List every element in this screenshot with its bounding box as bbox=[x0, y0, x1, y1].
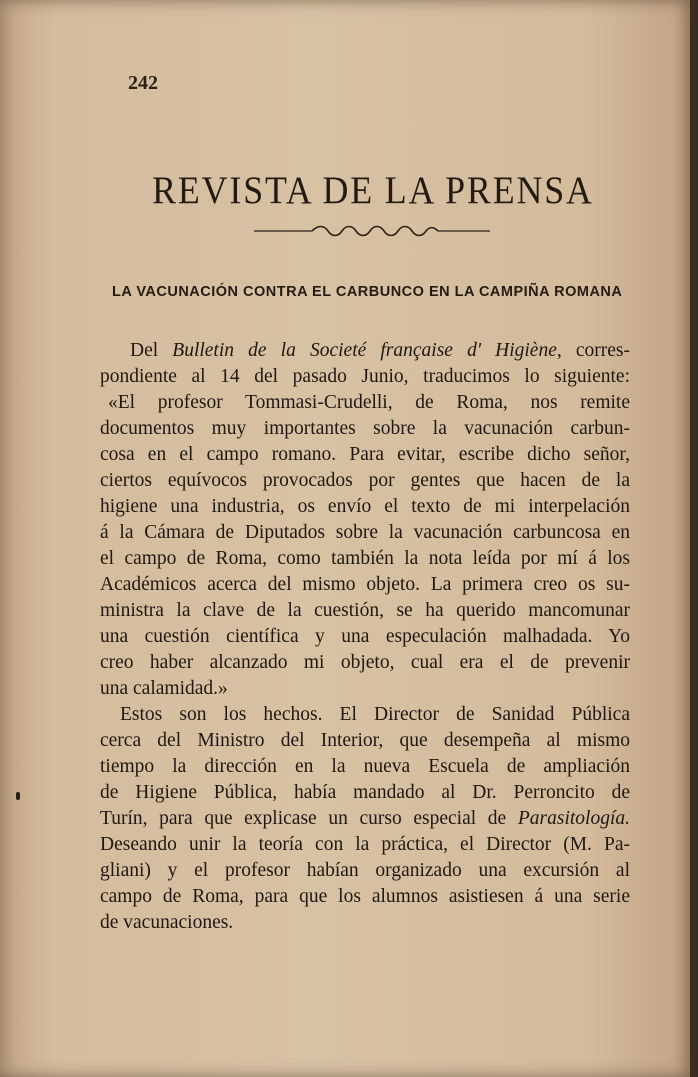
text-line: ministra la clave de la cuestión, se ha querido mancomunar bbox=[100, 600, 630, 621]
text-line: Turín, para que explicase un curso especial de Parasitología. bbox=[100, 808, 630, 829]
text-line: á la Cámara de Diputados sobre la vacunación carbuncosa en bbox=[100, 522, 630, 543]
text-line: una calamidad.» bbox=[100, 678, 228, 699]
page-number: 242 bbox=[128, 72, 158, 94]
title-ornament bbox=[252, 222, 492, 240]
article-subtitle: LA VACUNACIÓN CONTRA EL CARBUNCO EN LA CAMPIÑA ROMANA bbox=[112, 284, 623, 300]
text-line: higiene una industria, os envío el texto de mi interpelación bbox=[100, 496, 630, 517]
text-line: ciertos equívocos provocados por gentes que hacen de la bbox=[100, 470, 630, 491]
text-line: Deseando unir la teoría con la práctica, el Director (M. Pa- bbox=[100, 834, 630, 855]
text-line: campo de Roma, para que los alumnos asistiesen á una serie bbox=[100, 886, 630, 907]
text-line: de Higiene Pública, había mandado al Dr. Perroncito de bbox=[100, 782, 630, 803]
text-line: el campo de Roma, como también la nota leída por mí á los bbox=[100, 548, 630, 569]
text-line: creo haber alcanzado mi objeto, cual era el de prevenir bbox=[100, 652, 630, 673]
text-line: pondiente al 14 del pasado Junio, traducimos lo siguiente: bbox=[100, 366, 630, 387]
text-line: gliani) y el profesor habían organizado una excursión al bbox=[100, 860, 630, 881]
text-line: Estos son los hechos. El Director de Sanidad Pública bbox=[120, 704, 630, 725]
article-body bbox=[100, 338, 630, 936]
text-line: Del Bulletin de la Societé française d' Higiène, corres- bbox=[130, 340, 630, 361]
book-edge bbox=[690, 0, 698, 1077]
text-line: cerca del Ministro del Interior, que desempeña al mismo bbox=[100, 730, 630, 751]
text-line: documentos muy importantes sobre la vacunación carbun- bbox=[100, 418, 630, 439]
text-line: tiempo la dirección en la nueva Escuela de ampliación bbox=[100, 756, 630, 777]
text-line: «El profesor Tommasi-Crudelli, de Roma, nos remite bbox=[108, 392, 630, 413]
section-title: REVISTA DE LA PRENSA bbox=[152, 169, 594, 212]
text-line: Académicos acerca del mismo objeto. La primera creo os su- bbox=[100, 574, 630, 595]
text-line: cosa en el campo romano. Para evitar, escribe dicho señor, bbox=[100, 444, 630, 465]
text-line: una cuestión científica y una especulación malhadada. Yo bbox=[100, 626, 630, 647]
text-line: de vacunaciones. bbox=[100, 912, 234, 933]
section-title-wrapper bbox=[30, 168, 665, 213]
margin-ink-mark bbox=[16, 792, 20, 800]
